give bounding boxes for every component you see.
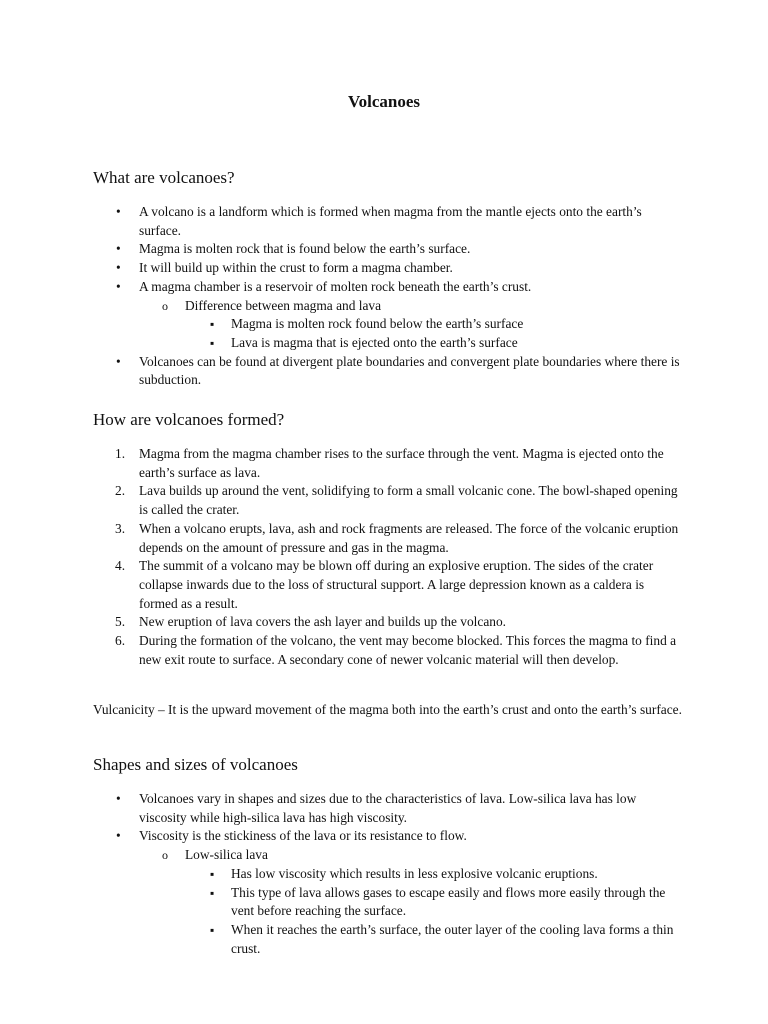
sub-sub-list-item: ▪ Magma is molten rock found below the earth’s surface — [93, 315, 683, 334]
step-item — [93, 613, 683, 632]
step-text: The summit of a volcano may be blown off during an explosive eruption. The sides of the crater collapse inwards due to the loss of structural support. A large depression known as a caldera is formed as a result. — [139, 558, 654, 611]
step-item — [93, 482, 683, 519]
list-what-are-volcanoes — [93, 203, 683, 390]
step-number: 2. — [115, 483, 126, 499]
step-number: 6. — [115, 633, 126, 649]
heading-what-are-volcanoes: What are volcanoes? — [93, 168, 235, 187]
step-number: 3. — [115, 520, 126, 536]
list-item: • Volcanoes can be found at divergent plate boundaries and convergent plate boundaries where there is subduction. — [93, 353, 683, 390]
step-number: 4. — [115, 558, 126, 574]
step-item — [93, 520, 683, 557]
sub-sub-list-item: ▪ Lava is magma that is ejected onto the earth’s surface — [93, 334, 683, 353]
list-item: • Volcanoes vary in shapes and sizes due to the characteristics of lava. Low-silica lava has low viscosity while high-silica lava has high viscosity. — [93, 790, 683, 827]
list-item: • A volcano is a landform which is formed when magma from the mantle ejects onto the earth’s surface. — [93, 203, 683, 240]
sub-sub-list-item: ▪ When it reaches the earth’s surface, the outer layer of the cooling lava forms a thin crust. — [93, 921, 683, 958]
list-item: • Magma is molten rock that is found below the earth’s surface. — [93, 240, 683, 259]
list-shapes-sizes — [93, 790, 683, 958]
heading-shapes-sizes: Shapes and sizes of volcanoes — [93, 755, 298, 774]
step-text: Lava builds up around the vent, solidifying to form a small volcanic cone. The bowl-shaped opening is called the crater. — [139, 483, 678, 518]
step-number: 1. — [115, 446, 126, 461]
heading-how-formed: How are volcanoes formed? — [93, 410, 285, 429]
steps-how-formed — [93, 445, 683, 669]
sub-sub-list-item: ▪ Has low viscosity which results in less explosive volcanic eruptions. — [93, 865, 683, 884]
sub-list-item: o Low-silica lava — [93, 846, 683, 865]
step-number: 5. — [115, 614, 126, 630]
step-text: Magma from the magma chamber rises to the surface through the vent. Magma is ejected onto the earth’s surface as lava. — [139, 446, 664, 480]
step-text: During the formation of the volcano, the vent may become blocked. This forces the magma to find a new exit route to surface. A secondary cone of newer volcanic material will then develop. — [139, 633, 677, 667]
step-text: When a volcano erupts, lava, ash and rock fragments are released. The force of the volcanic eruption depends on the amount of pressure and gas in the magma. — [139, 520, 679, 555]
page-title: Volcanoes — [347, 92, 421, 111]
step-item — [93, 632, 683, 669]
sub-sub-list-item: ▪ This type of lava allows gases to escape easily and flows more easily through the vent before reaching the surface. — [93, 884, 683, 921]
list-item: • A magma chamber is a reservoir of molten rock beneath the earth’s crust. — [93, 278, 683, 297]
step-item — [93, 445, 683, 482]
step-item — [93, 557, 683, 613]
list-item: • It will build up within the crust to form a magma chamber. — [93, 259, 683, 278]
vulcanicity-definition: Vulcanicity – It is the upward movement of the magma both into the earth’s crust and onto the earth’s surface. — [93, 702, 682, 717]
list-item: • Viscosity is the stickiness of the lava or its resistance to flow. — [93, 827, 683, 846]
sub-list-item: o Difference between magma and lava — [93, 297, 683, 316]
step-text: New eruption of lava covers the ash layer and builds up the volcano. — [139, 614, 507, 630]
